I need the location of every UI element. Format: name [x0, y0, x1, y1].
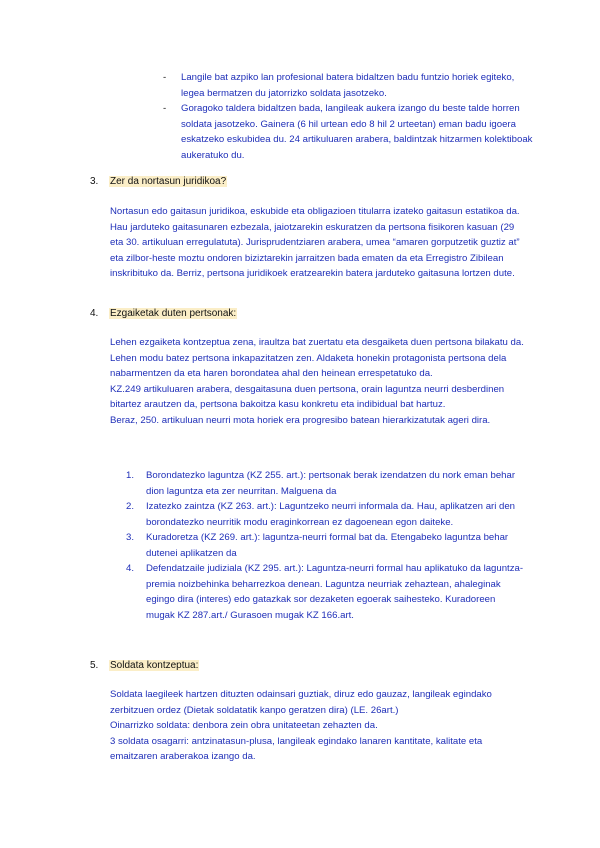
section-3-paragraph: Nortasun edo gaitasun juridikoa, eskubide eta obligazioen titularra izateko gaitasun estatikoa da. Hau jarduteko gaitasunaren ezbezala, jaiotzarekin eskuratzen da pertsona fisikoren kasuan (29 eta 30. artikuluan erregulatuta). Jurisprudentziaren arabera, umea “amaren gorputzetik guztiz at” eta zilbor-heste moztu ondoren biziztarekin jarraitzen bada ematen da eta Erregistro Zibilean inskribituko da. Berriz, pertsona juridikoek eratzearekin batera jarduteko gaitasuna lortzen dute.	[110, 206, 520, 279]
section-title: Ezgaiketak duten pertsonak:	[110, 308, 237, 319]
list-item	[163, 70, 533, 101]
item-text: Kuradoretza (KZ 269. art.): laguntza-neurri formal bat da. Etengabeko laguntza behar dutenei aplikatzen da	[146, 532, 509, 559]
bullet-dash: -	[163, 103, 167, 114]
list-item	[163, 101, 533, 163]
bullet-text: Langile bat azpiko lan profesional batera bidaltzen badu funtzio horiek egiteko, legea bermatzen du jatorrizko soldata jasotzeko.	[181, 72, 515, 99]
list-item	[126, 530, 526, 561]
list-item	[126, 468, 526, 499]
section-4-intro	[110, 335, 530, 428]
section-number: 4.	[90, 308, 99, 319]
list-item	[126, 561, 526, 623]
paragraph: Lehen ezgaiketa kontzeptua zena, iraultza bat zuertatu eta desgaiketa duen pertsona bilakatu da. Lehen modu batez pertsona inkapazitatzen zen. Aldaketa honekin protagonista pertsona dela nabarmentzen da eta haren borondatea ahal den heinean errespetatuko da.	[110, 337, 524, 379]
paragraph: Beraz, 250. artikuluan neurri mota horiek era progresibo batean hierarkizatutak ageri dira.	[110, 414, 491, 426]
item-text: Defendatzaile judiziala (KZ 295. art.): Laguntza-neurri formal hau aplikatuko da laguntza-premia noizbehinka beharrezkoa denean. Laguntza neurriak zehaztean, ahaleginak egingo dira (interes) edo gatazkak sor dezaketen egoerak saihesteko. Kuradoreen mugak KZ 287.art./ Gurasoen mugak KZ 166.art.	[146, 563, 524, 621]
item-number: 3.	[126, 532, 135, 543]
bullet-text: Goragoko taldera bidaltzen bada, langileak aukera izango du beste talde horren soldata jasotzeko. Gainera (6 hil urtean edo 8 hil 2 urteetan) eman badu igoera eskatzeko eskubidea du. 24 artikuluaren arabera, baldintzak hitzarmen kolektiboak aukeratuko du.	[181, 103, 533, 161]
section-number: 3.	[90, 176, 99, 187]
item-number: 2.	[126, 501, 135, 512]
section-title: Soldata kontzeptua:	[110, 660, 199, 671]
paragraph: Oinarrizko soldata: denbora zein obra unitateetan zehazten da.	[110, 720, 378, 731]
item-number: 1.	[126, 470, 135, 481]
section-heading-5	[90, 658, 199, 673]
section-heading-4	[90, 306, 237, 321]
paragraph: KZ.249 artikuluaren arabera, desgaitasuna duen pertsona, orain laguntza neurri desberdinen bitartez arautzen da, pertsona bakoitza kasu konkretu eta indibidual bat hartuz.	[110, 383, 505, 410]
paragraph: Soldata laegileek hartzen dituzten odainsari guztiak, diruz edo gauzaz, langileak egindako zerbitzuen ordez (Dietak soldatatik kanpo geratzen dira) (LE. 26art.)	[110, 689, 492, 716]
top-bullet-list	[163, 70, 533, 163]
list-item	[126, 499, 526, 530]
item-text: Borondatezko laguntza (KZ 255. art.): pertsonak berak izendatzen du nork eman behar dion laguntza eta zer neurritan. Malguena da	[146, 470, 516, 497]
paragraph: 3 soldata osagarri: antzinatasun-plusa, langileak egindako lanaren kantitate, kalitate eta emaitzaren araberakoa izango da.	[110, 735, 483, 762]
section-5-paragraphs	[110, 687, 530, 765]
section-title: Zer da nortasun juridikoa?	[110, 176, 227, 187]
section-heading-3	[90, 174, 227, 189]
section-number: 5.	[90, 660, 99, 671]
bullet-dash: -	[163, 72, 167, 83]
item-number: 4.	[126, 563, 135, 574]
item-text: Izatezko zaintza (KZ 263. art.): Laguntzeko neurri informala da. Hau, aplikatzen ari den borondatezko neurritik modu eraginkorrean ez dagoenean egon daiteke.	[146, 501, 516, 528]
numbered-list	[126, 468, 526, 623]
